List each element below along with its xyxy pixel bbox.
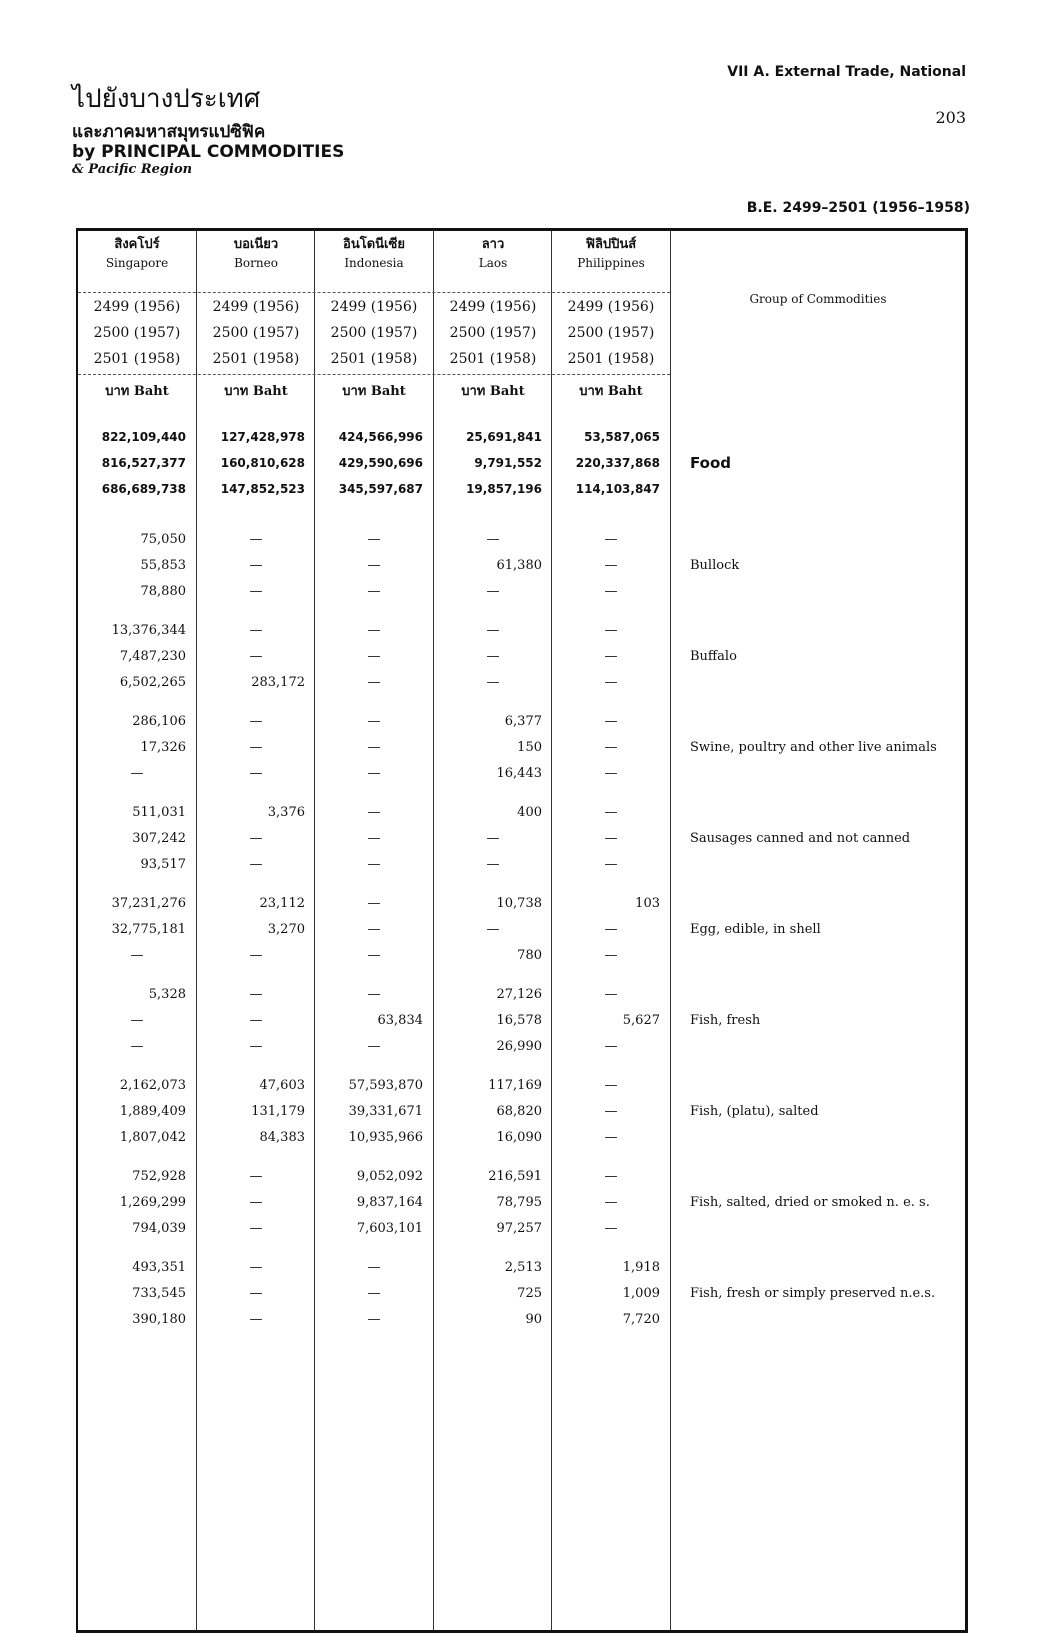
empty-value-dash: — xyxy=(367,766,381,781)
empty-value-dash: — xyxy=(249,1312,263,1327)
table-cell-value: 117,169 xyxy=(488,1078,542,1093)
column-divider xyxy=(196,231,197,1630)
column-header-english: Philippines xyxy=(577,256,645,270)
table-cell-value: 17,326 xyxy=(140,740,186,755)
empty-value-dash: — xyxy=(604,558,618,573)
column-header-english: Singapore xyxy=(105,256,169,270)
thai-title-line-2: และภาคมหาสมุทรแปซิฟิค xyxy=(72,122,266,142)
empty-value-dash: — xyxy=(486,857,500,872)
empty-value-dash: — xyxy=(486,831,500,846)
year-label: 2500 (1957) xyxy=(212,325,300,341)
year-label: 2501 (1958) xyxy=(330,351,418,367)
year-label: 2499 (1956) xyxy=(330,299,418,315)
table-cell-value: 6,377 xyxy=(504,714,542,729)
table-cell-value: 1,269,299 xyxy=(119,1195,186,1210)
page-number: 203 xyxy=(935,108,966,127)
commodity-group-label: Food xyxy=(690,454,731,472)
unit-label: บาท Baht xyxy=(105,384,169,399)
commodity-group-label: Fish, fresh or simply preserved n.e.s. xyxy=(690,1286,936,1301)
table-cell-value: 78,795 xyxy=(496,1195,542,1210)
empty-value-dash: — xyxy=(130,948,144,963)
table-cell-value: 283,172 xyxy=(251,675,305,690)
empty-value-dash: — xyxy=(604,623,618,638)
table-cell-value: 429,590,696 xyxy=(338,456,423,470)
empty-value-dash: — xyxy=(249,1260,263,1275)
table-cell-value: 16,443 xyxy=(496,766,542,781)
empty-value-dash: — xyxy=(249,649,263,664)
unit-label: บาท Baht xyxy=(224,384,288,399)
year-label: 2499 (1956) xyxy=(212,299,300,315)
unit-label: บาท Baht xyxy=(461,384,525,399)
empty-value-dash: — xyxy=(367,675,381,690)
table-cell-value: 127,428,978 xyxy=(220,430,305,444)
column-header-thai: ฟิลิปปินส์ xyxy=(585,237,637,252)
table-cell-value: 84,383 xyxy=(259,1130,305,1145)
year-label: 2499 (1956) xyxy=(567,299,655,315)
table-cell-value: 147,852,523 xyxy=(220,482,305,496)
table-cell-value: 78,880 xyxy=(140,584,186,599)
empty-value-dash: — xyxy=(604,987,618,1002)
table-cell-value: 13,376,344 xyxy=(111,623,186,638)
table-cell-value: 733,545 xyxy=(132,1286,186,1301)
empty-value-dash: — xyxy=(249,1221,263,1236)
empty-value-dash: — xyxy=(367,649,381,664)
commodity-group-label: Sausages canned and not canned xyxy=(690,831,911,846)
table-cell-value: 220,337,868 xyxy=(575,456,660,470)
empty-value-dash: — xyxy=(486,675,500,690)
empty-value-dash: — xyxy=(367,805,381,820)
column-header-thai: สิงคโปร์ xyxy=(114,237,160,252)
year-labels xyxy=(78,294,196,372)
column-header-philippines xyxy=(552,236,670,272)
table-cell-value: 9,052,092 xyxy=(356,1169,423,1184)
table-cell-value: 3,376 xyxy=(267,805,305,820)
empty-value-dash: — xyxy=(249,831,263,846)
year-label: 2500 (1957) xyxy=(567,325,655,341)
table-cell-value: 61,380 xyxy=(496,558,542,573)
empty-value-dash: — xyxy=(604,1078,618,1093)
empty-value-dash: — xyxy=(604,532,618,547)
empty-value-dash: — xyxy=(249,532,263,547)
empty-value-dash: — xyxy=(367,831,381,846)
table-cell-value: 216,591 xyxy=(488,1169,542,1184)
table-cell-value: 10,738 xyxy=(496,896,542,911)
table-cell-value: 752,928 xyxy=(132,1169,186,1184)
empty-value-dash: — xyxy=(367,857,381,872)
empty-value-dash: — xyxy=(604,857,618,872)
empty-value-dash: — xyxy=(249,1195,263,1210)
thai-title-line-1: ไปยังบางประเทศ xyxy=(72,84,261,114)
year-label: 2501 (1958) xyxy=(93,351,181,367)
table-cell-value: 131,179 xyxy=(251,1104,305,1119)
table-cell-value: 5,328 xyxy=(148,987,186,1002)
empty-value-dash: — xyxy=(604,1130,618,1145)
empty-value-dash: — xyxy=(367,896,381,911)
commodity-group-label: Buffalo xyxy=(690,649,737,664)
empty-value-dash: — xyxy=(604,584,618,599)
table-cell-value: 103 xyxy=(635,896,660,911)
empty-value-dash: — xyxy=(604,831,618,846)
table-cell-value: 1,807,042 xyxy=(119,1130,186,1145)
table-cell-value: 2,162,073 xyxy=(119,1078,186,1093)
table-top-rule xyxy=(76,228,968,231)
table-cell-value: 794,039 xyxy=(132,1221,186,1236)
table-cell-value: 1,918 xyxy=(622,1260,660,1275)
table-cell-value: 2,513 xyxy=(504,1260,542,1275)
table-cell-value: 345,597,687 xyxy=(338,482,423,496)
empty-value-dash: — xyxy=(486,649,500,664)
empty-value-dash: — xyxy=(604,675,618,690)
empty-value-dash: — xyxy=(604,1169,618,1184)
group-column-header: Group of Commodities xyxy=(749,292,887,306)
table-cell-value: 7,487,230 xyxy=(119,649,186,664)
column-header-thai: บอเนียว xyxy=(233,237,279,252)
empty-value-dash: — xyxy=(604,740,618,755)
table-cell-value: 286,106 xyxy=(132,714,186,729)
column-header-english: Borneo xyxy=(234,256,278,270)
table-cell-value: 780 xyxy=(517,948,542,963)
year-label: 2500 (1957) xyxy=(330,325,418,341)
table-cell-value: 16,090 xyxy=(496,1130,542,1145)
section-header: VII A. External Trade, National xyxy=(727,64,966,80)
empty-value-dash: — xyxy=(367,584,381,599)
empty-value-dash: — xyxy=(604,922,618,937)
empty-value-dash: — xyxy=(249,1286,263,1301)
empty-value-dash: — xyxy=(367,532,381,547)
empty-value-dash: — xyxy=(604,1104,618,1119)
empty-value-dash: — xyxy=(249,1169,263,1184)
column-header-laos xyxy=(434,236,552,272)
empty-value-dash: — xyxy=(604,1039,618,1054)
year-label: 2501 (1958) xyxy=(449,351,537,367)
table-cell-value: 3,270 xyxy=(267,922,305,937)
table-cell-value: 114,103,847 xyxy=(575,482,660,496)
empty-value-dash: — xyxy=(249,987,263,1002)
commodity-group-label: Bullock xyxy=(690,558,740,573)
table-cell-value: 47,603 xyxy=(259,1078,305,1093)
commodity-group-label: Swine, poultry and other live animals xyxy=(690,740,937,755)
page-title-block xyxy=(72,84,344,178)
table-cell-value: 9,791,552 xyxy=(474,456,542,470)
year-labels xyxy=(434,294,552,372)
header-divider xyxy=(78,374,670,376)
year-labels xyxy=(197,294,315,372)
table-cell-value: 424,566,996 xyxy=(338,430,423,444)
year-label: 2501 (1958) xyxy=(567,351,655,367)
table-cell-value: 63,834 xyxy=(377,1013,423,1028)
column-header-thai: ลาว xyxy=(481,237,505,252)
table-cell-value: 19,857,196 xyxy=(466,482,542,496)
table-cell-value: 5,627 xyxy=(622,1013,660,1028)
table-cell-value: 493,351 xyxy=(132,1260,186,1275)
empty-value-dash: — xyxy=(604,1221,618,1236)
table-cell-value: 27,126 xyxy=(496,987,542,1002)
empty-value-dash: — xyxy=(249,558,263,573)
empty-value-dash: — xyxy=(604,1195,618,1210)
table-cell-value: 390,180 xyxy=(132,1312,186,1327)
empty-value-dash: — xyxy=(367,948,381,963)
column-header-singapore xyxy=(78,236,196,272)
empty-value-dash: — xyxy=(249,714,263,729)
table-cell-value: 7,603,101 xyxy=(356,1221,423,1236)
column-header-english: Laos xyxy=(478,256,508,270)
empty-value-dash: — xyxy=(367,1312,381,1327)
period-label: B.E. 2499–2501 (1956–1958) xyxy=(746,200,970,216)
year-label: 2499 (1956) xyxy=(93,299,181,315)
table-cell-value: 32,775,181 xyxy=(111,922,186,937)
empty-value-dash: — xyxy=(130,766,144,781)
table-cell-value: 10,935,966 xyxy=(348,1130,423,1145)
commodity-group-label: Fish, (platu), salted xyxy=(690,1104,819,1119)
english-title-line-1: by PRINCIPAL COMMODITIES xyxy=(72,142,345,162)
table-cell-value: 90 xyxy=(525,1312,542,1327)
empty-value-dash: — xyxy=(604,649,618,664)
commodity-group-label: Fish, fresh xyxy=(690,1013,761,1028)
table-left-rule xyxy=(76,228,78,1633)
empty-value-dash: — xyxy=(249,623,263,638)
unit-label: บาท Baht xyxy=(342,384,406,399)
table-cell-value: 53,587,065 xyxy=(584,430,660,444)
year-label: 2499 (1956) xyxy=(449,299,537,315)
commodity-group-label: Fish, salted, dried or smoked n. e. s. xyxy=(690,1195,930,1210)
commodity-table xyxy=(76,228,968,1632)
table-cell-value: 57,593,870 xyxy=(348,1078,423,1093)
empty-value-dash: — xyxy=(604,714,618,729)
year-label: 2500 (1957) xyxy=(449,325,537,341)
empty-value-dash: — xyxy=(367,714,381,729)
table-cell-value: 1,009 xyxy=(622,1286,660,1301)
table-cell-value: 39,331,671 xyxy=(348,1104,423,1119)
empty-value-dash: — xyxy=(367,558,381,573)
commodity-group-label: Egg, edible, in shell xyxy=(690,922,821,937)
empty-value-dash: — xyxy=(604,766,618,781)
table-cell-value: 7,720 xyxy=(622,1312,660,1327)
empty-value-dash: — xyxy=(367,623,381,638)
table-cell-value: 26,990 xyxy=(496,1039,542,1054)
table-cell-value: 160,810,628 xyxy=(220,456,305,470)
table-cell-value: 75,050 xyxy=(140,532,186,547)
column-header-thai: อินโดนีเซีย xyxy=(343,237,405,252)
unit-label: บาท Baht xyxy=(579,384,643,399)
table-cell-value: 816,527,377 xyxy=(101,456,186,470)
year-labels xyxy=(552,294,670,372)
table-cell-value: 97,257 xyxy=(496,1221,542,1236)
year-label: 2500 (1957) xyxy=(93,325,181,341)
empty-value-dash: — xyxy=(486,922,500,937)
empty-value-dash: — xyxy=(367,1286,381,1301)
empty-value-dash: — xyxy=(604,805,618,820)
empty-value-dash: — xyxy=(130,1039,144,1054)
column-header-borneo xyxy=(197,236,315,272)
empty-value-dash: — xyxy=(249,766,263,781)
empty-value-dash: — xyxy=(486,623,500,638)
empty-value-dash: — xyxy=(367,922,381,937)
table-cell-value: 400 xyxy=(517,805,542,820)
table-cell-value: 6,502,265 xyxy=(119,675,186,690)
table-cell-value: 55,853 xyxy=(140,558,186,573)
column-header-indonesia xyxy=(315,236,433,272)
column-header-english: Indonesia xyxy=(344,256,404,270)
empty-value-dash: — xyxy=(130,1013,144,1028)
empty-value-dash: — xyxy=(604,948,618,963)
table-cell-value: 686,689,738 xyxy=(101,482,186,496)
year-labels xyxy=(315,294,433,372)
english-title-line-2: & Pacific Region xyxy=(72,162,193,177)
empty-value-dash: — xyxy=(486,584,500,599)
table-cell-value: 511,031 xyxy=(132,805,186,820)
table-cell-value: 23,112 xyxy=(259,896,305,911)
table-cell-value: 93,517 xyxy=(140,857,186,872)
empty-value-dash: — xyxy=(249,584,263,599)
table-cell-value: 16,578 xyxy=(496,1013,542,1028)
empty-value-dash: — xyxy=(367,987,381,1002)
empty-value-dash: — xyxy=(486,532,500,547)
table-cell-value: 150 xyxy=(517,740,542,755)
table-cell-value: 1,889,409 xyxy=(119,1104,186,1119)
empty-value-dash: — xyxy=(249,1039,263,1054)
table-cell-value: 68,820 xyxy=(496,1104,542,1119)
year-label: 2501 (1958) xyxy=(212,351,300,367)
empty-value-dash: — xyxy=(367,1260,381,1275)
table-cell-value: 822,109,440 xyxy=(101,430,186,444)
column-divider xyxy=(670,231,671,1630)
empty-value-dash: — xyxy=(367,740,381,755)
table-cell-value: 37,231,276 xyxy=(111,896,186,911)
empty-value-dash: — xyxy=(249,857,263,872)
table-cell-value: 307,242 xyxy=(132,831,186,846)
empty-value-dash: — xyxy=(249,740,263,755)
empty-value-dash: — xyxy=(249,948,263,963)
table-cell-value: 25,691,841 xyxy=(466,430,542,444)
empty-value-dash: — xyxy=(367,1039,381,1054)
table-cell-value: 725 xyxy=(517,1286,542,1301)
empty-value-dash: — xyxy=(249,1013,263,1028)
table-cell-value: 9,837,164 xyxy=(356,1195,423,1210)
